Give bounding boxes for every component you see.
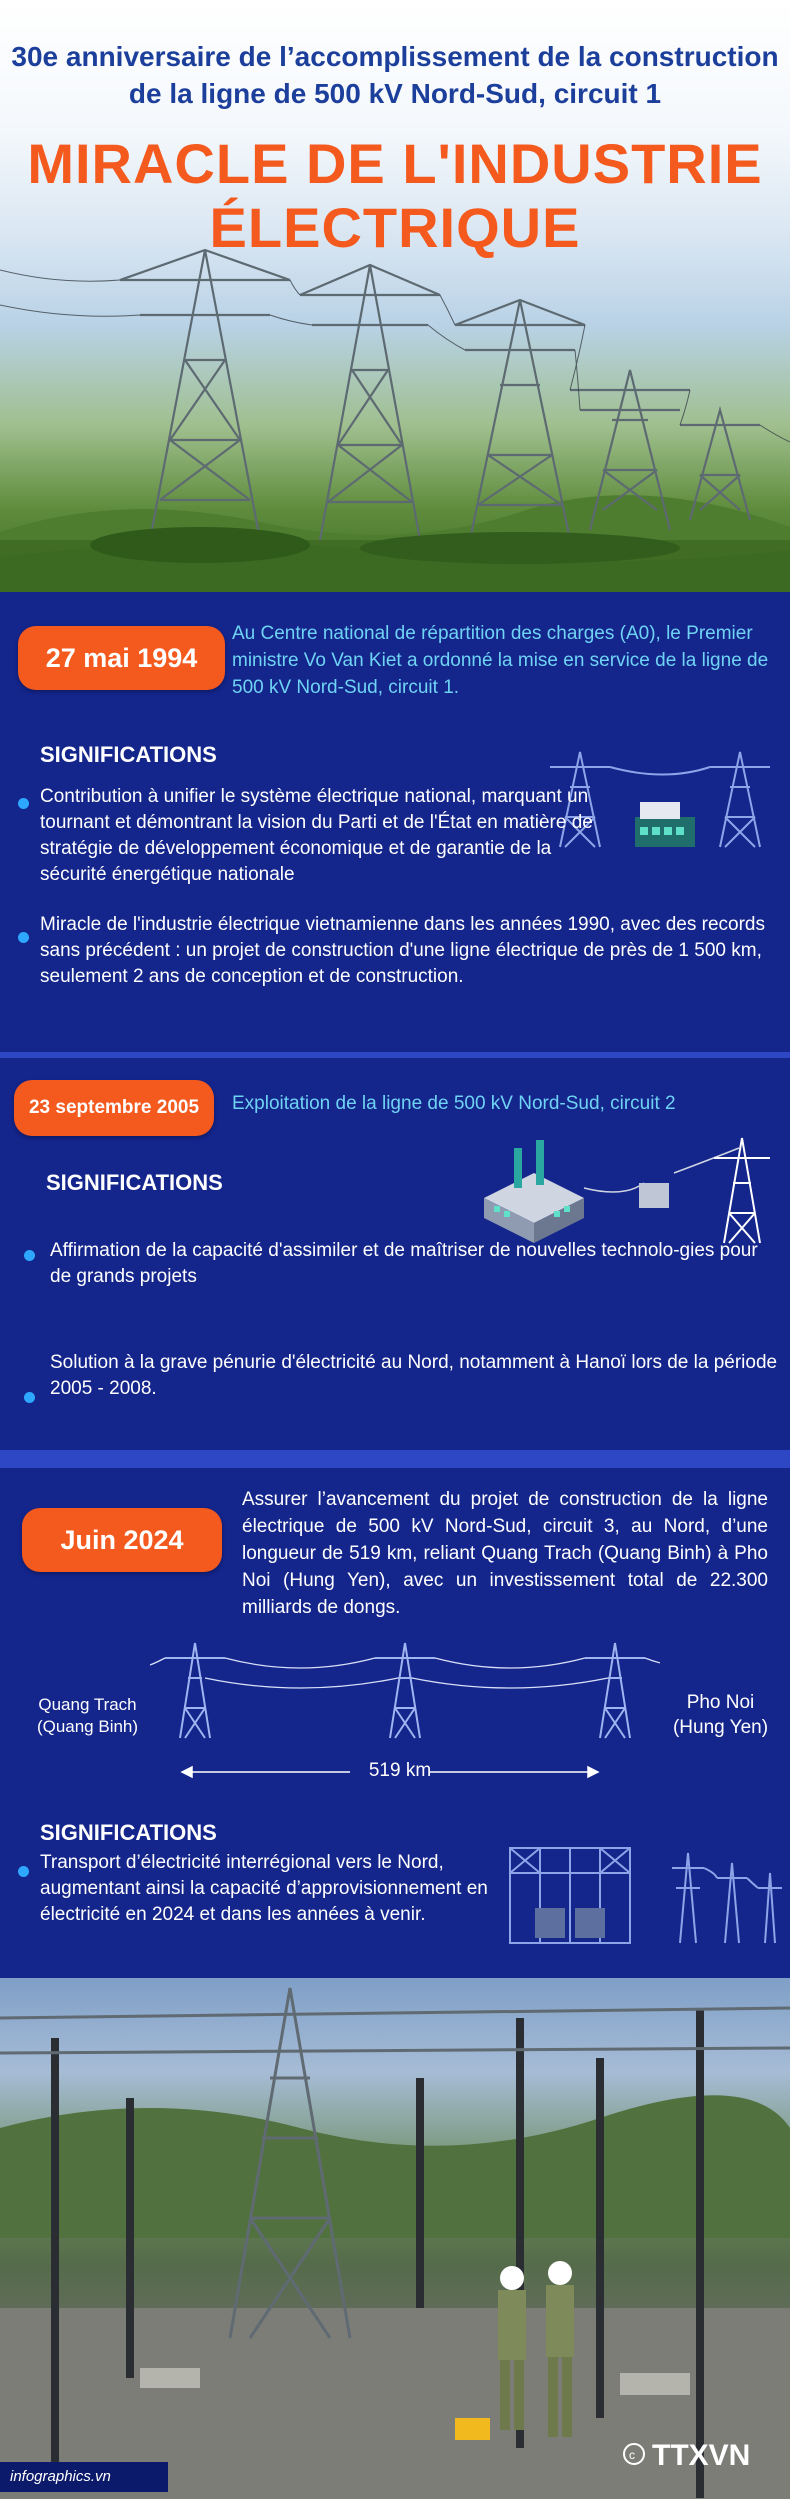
title-line-2: ÉLECTRIQUE bbox=[209, 196, 581, 259]
svg-text:c: c bbox=[629, 2448, 635, 2462]
intro-1994: Au Centre national de répartition des charges (A0), le Premier ministre Vo Van Kiet a ordonné la mise en service de la ligne de 500 kV Nord-Sud, circuit 1. bbox=[232, 623, 769, 698]
power-towers-illustration bbox=[0, 210, 790, 592]
significance-2005-2: Solution à la grave pénurie d'électricité au Nord, notamment à Hanoï lors de la période 2005 - 2008. bbox=[50, 1352, 778, 1399]
significance-1994-1: Contribution à unifier le système électrique national, marquant un tournant et démontrant la vision du Parti et de l'État en matière de stratégie de développement économique et de garantie de la sécurité énergétique nationale bbox=[40, 786, 593, 885]
svg-text:TTXVN: TTXVN bbox=[652, 2439, 751, 2472]
significations-heading-1: SIGNIFICATIONS bbox=[40, 742, 217, 767]
date-badge-2005: 23 septembre 2005 bbox=[14, 1080, 214, 1136]
substation-photo bbox=[0, 1978, 790, 2499]
date-badge-2024: Juin 2024 bbox=[22, 1508, 222, 1572]
divider bbox=[0, 1450, 790, 1468]
significance-2024-1: Transport d’électricité interrégional vers le Nord, augmentant ainsi la capacité d’approvisionnement en électricité en 2024 et dans les années à venir. bbox=[40, 1852, 488, 1925]
section-2005 bbox=[0, 1058, 790, 1450]
place-left-name: Quang Trach bbox=[38, 1695, 137, 1714]
section-1994 bbox=[0, 592, 790, 1052]
distance-label: 519 km bbox=[368, 1760, 432, 1781]
location-pho-noi bbox=[658, 1690, 783, 1740]
power-plant-icon bbox=[474, 1128, 784, 1248]
significance-2005-1: Affirmation de la capacité d'assimiler et de maîtriser de nouvelles technolo-gies pour de grands projets bbox=[50, 1240, 758, 1287]
significations-heading-2: SIGNIFICATIONS bbox=[46, 1170, 223, 1195]
intro-2005: Exploitation de la ligne de 500 kV Nord-Sud, circuit 2 bbox=[232, 1093, 676, 1114]
ttxvn-logo bbox=[620, 2431, 785, 2477]
place-right-province: (Hung Yen) bbox=[672, 1717, 769, 1738]
title-line-1: MIRACLE DE L'INDUSTRIE bbox=[27, 132, 763, 195]
page-subtitle: 30e anniversaire de l’accomplissement de la construction de la ligne de 500 kV Nord-Sud, circuit 1 bbox=[11, 41, 779, 109]
hero-banner bbox=[0, 0, 790, 592]
bullet-dot bbox=[24, 1392, 35, 1403]
date-badge-1994: 27 mai 1994 bbox=[18, 626, 225, 690]
section-2024 bbox=[0, 1468, 790, 1978]
location-quang-trach bbox=[20, 1694, 155, 1738]
bullet-dot bbox=[18, 932, 29, 943]
substation-grid-icon bbox=[500, 1838, 785, 1948]
bullet-dot bbox=[18, 798, 29, 809]
transmission-line-icon bbox=[150, 1638, 660, 1743]
credit-label: infographics.vn bbox=[0, 2462, 168, 2492]
place-right-name: Pho Noi bbox=[686, 1692, 755, 1713]
significations-heading-3: SIGNIFICATIONS bbox=[40, 1820, 217, 1845]
page-title bbox=[10, 132, 780, 260]
bullet-dot bbox=[18, 1866, 29, 1877]
significance-1994-2: Miracle de l'industrie électrique vietnamienne dans les années 1990, avec des records sans précédent : un projet de construction d'une ligne électrique de près de 1 500 km, seulement 2 ans de conception et de construction. bbox=[40, 914, 765, 987]
bullet-dot bbox=[24, 1250, 35, 1261]
substation-equipment-illustration bbox=[0, 1978, 790, 2499]
place-left-province: (Quang Binh) bbox=[36, 1717, 139, 1736]
intro-2024: Assurer l’avancement du projet de construction de la ligne électrique de 500 kV Nord-Sud, circuit 3, au Nord, d’une longueur de 519 km, reliant Quang Trach (Quang Binh) à Pho Noi (Hung Yen), avec un investissement total de 22.300 milliards de dongs. bbox=[242, 1489, 768, 1618]
